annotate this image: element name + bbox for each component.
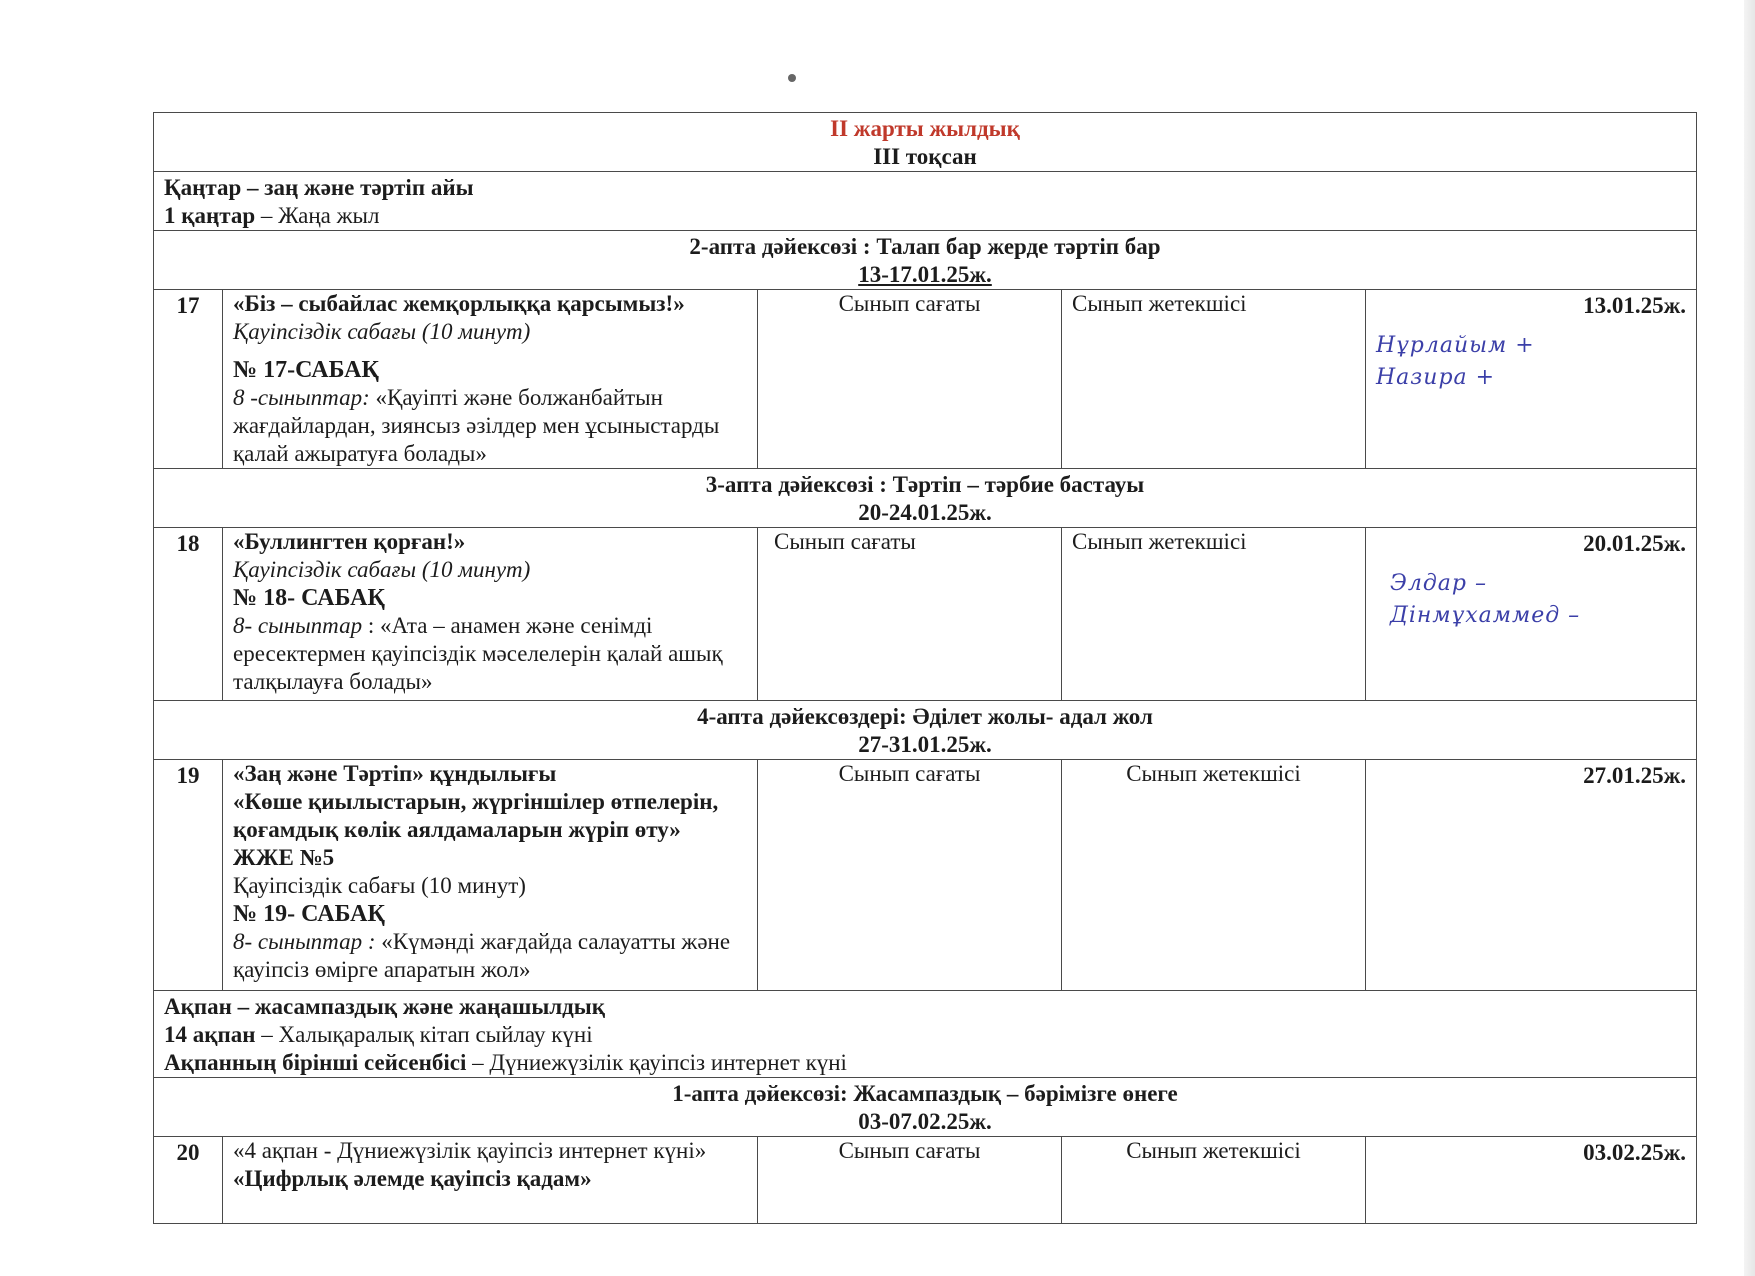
week-quote-cell bbox=[154, 701, 1697, 760]
lesson-number: № 17-САБАҚ bbox=[233, 357, 379, 383]
responsible: Сынып жетекшісі bbox=[1062, 1137, 1366, 1224]
week-row bbox=[154, 469, 1697, 528]
lesson-topic bbox=[233, 612, 747, 696]
row-number: 18 bbox=[154, 528, 223, 701]
handwritten-note bbox=[1376, 568, 1686, 632]
lesson-topic bbox=[233, 928, 747, 984]
lesson-number: № 18- САБАҚ bbox=[233, 585, 385, 611]
scan-edge bbox=[1744, 0, 1755, 1276]
lesson-topic bbox=[233, 384, 747, 468]
month-title: Қаңтар – заң және тәртіп айы bbox=[164, 175, 474, 200]
safety-lesson-label: Қауіпсіздік сабағы (10 минут) bbox=[233, 319, 531, 344]
date-cell bbox=[1366, 1137, 1697, 1224]
event-form: Сынып сағаты bbox=[758, 528, 1062, 701]
handwritten-note bbox=[1376, 330, 1686, 394]
event-description bbox=[223, 760, 758, 991]
month-row-february bbox=[154, 991, 1697, 1078]
event-description bbox=[223, 528, 758, 701]
grade-label: 8 -сыныптар: bbox=[233, 385, 370, 410]
topic-text: «Күмәнді жағдайда салауатты және қауіпсіз өмірге апаратын жол» bbox=[233, 929, 731, 982]
event-date: 13.01.25ж. bbox=[1583, 293, 1687, 318]
month-title: Ақпан – жасампаздық және жаңашылдық bbox=[164, 994, 606, 1019]
event-title: «Біз – сыбайлас жемқорлыққа қарсымыз!» bbox=[233, 291, 685, 316]
week-quote-cell bbox=[154, 469, 1697, 528]
responsible: Сынып жетекшісі bbox=[1062, 760, 1366, 991]
event-description bbox=[223, 290, 758, 469]
month-event bbox=[164, 1049, 1686, 1077]
table-row bbox=[154, 290, 1697, 469]
event-date: 14 ақпан bbox=[164, 1022, 256, 1047]
event-title: «4 ақпан - Дүниежүзілік қауіпсіз интернет күні» bbox=[233, 1138, 707, 1163]
topic-text: «Қауіпті және болжанбайтын жағдайлардан, зиянсыз әзілдер мен ұсыныстарды қалай ажыратуға болады» bbox=[233, 385, 720, 466]
event-name: – Халықаралық кітап сыйлау күні bbox=[255, 1022, 593, 1047]
topic-text: : «Ата – анамен және сенімді ересектермен қауіпсіздік мәселелерін қалай ашық талқылауға болады» bbox=[233, 613, 723, 694]
quarter-title: ІІІ тоқсан bbox=[873, 144, 977, 169]
week-quote-cell bbox=[154, 231, 1697, 290]
week-dates: 03-07.02.25ж. bbox=[858, 1109, 992, 1134]
half-year-title: ІІ жарты жылдық bbox=[830, 116, 1020, 141]
week-quote: 1-апта дәйексөзі: Жасампаздық – бәрімізге өнеге bbox=[672, 1081, 1178, 1106]
handwritten-line: Нұрлайым + bbox=[1376, 333, 1535, 358]
row-number: 19 bbox=[154, 760, 223, 991]
month-event bbox=[164, 1021, 1686, 1049]
date-cell bbox=[1366, 290, 1697, 469]
grade-label: 8- сыныптар bbox=[233, 613, 363, 638]
row-number: 17 bbox=[154, 290, 223, 469]
month-row-january bbox=[154, 172, 1697, 231]
event-title: «Буллингтен қорған!» bbox=[233, 529, 466, 554]
event-form: Сынып сағаты bbox=[758, 1137, 1062, 1224]
event-subtitle: «Цифрлық әлемде қауіпсіз қадам» bbox=[233, 1166, 592, 1191]
table-row bbox=[154, 1137, 1697, 1224]
semester-header-row bbox=[154, 113, 1697, 172]
plan-table bbox=[153, 112, 1697, 1224]
handwritten-line: Элдар – bbox=[1390, 571, 1487, 596]
week-dates: 27-31.01.25ж. bbox=[858, 732, 992, 757]
grade-label: 8- сыныптар : bbox=[233, 929, 376, 954]
event-description bbox=[223, 1137, 758, 1224]
week-row bbox=[154, 701, 1697, 760]
event-subtitle: «Көше қиылыстарын, жүргіншілер өтпелерін, қоғамдық көлік аялдамаларын жүріп өту» ЖЖЕ №5 bbox=[233, 789, 719, 870]
week-dates: 20-24.01.25ж. bbox=[858, 500, 992, 525]
event-name: – Дүниежүзілік қауіпсіз интернет күні bbox=[466, 1050, 847, 1075]
event-name: – Жаңа жыл bbox=[255, 203, 380, 228]
handwritten-line: Назира + bbox=[1376, 365, 1496, 390]
week-quote: 3-апта дәйексөзі : Тәртіп – тәрбие бастауы bbox=[705, 472, 1145, 497]
event-date: 20.01.25ж. bbox=[1583, 531, 1687, 556]
week-quote-cell bbox=[154, 1078, 1697, 1137]
scan-speck bbox=[788, 74, 796, 82]
month-event bbox=[164, 202, 1686, 230]
event-date: 03.02.25ж. bbox=[1583, 1140, 1687, 1165]
safety-lesson-label: Қауіпсіздік сабағы (10 минут) bbox=[233, 873, 526, 898]
month-february bbox=[154, 991, 1697, 1078]
safety-lesson-label: Қауіпсіздік сабағы (10 минут) bbox=[233, 557, 531, 582]
row-number: 20 bbox=[154, 1137, 223, 1224]
month-january bbox=[154, 172, 1697, 231]
table-row bbox=[154, 528, 1697, 701]
semester-header bbox=[154, 113, 1697, 172]
event-date: 27.01.25ж. bbox=[1583, 763, 1687, 788]
table-row bbox=[154, 760, 1697, 991]
event-form: Сынып сағаты bbox=[758, 760, 1062, 991]
week-quote: 2-апта дәйексөзі : Талап бар жерде тәртіп бар bbox=[689, 234, 1161, 259]
week-row bbox=[154, 1078, 1697, 1137]
event-date: Ақпанның бірінші сейсенбісі bbox=[164, 1050, 467, 1075]
week-dates: 13-17.01.25ж. bbox=[858, 262, 992, 287]
event-date: 1 қаңтар bbox=[164, 203, 256, 228]
event-title: «Заң және Тәртіп» құндылығы bbox=[233, 761, 557, 786]
week-row bbox=[154, 231, 1697, 290]
event-form: Сынып сағаты bbox=[758, 290, 1062, 469]
responsible: Сынып жетекшісі bbox=[1062, 528, 1366, 701]
handwritten-line: Дінмұхаммед – bbox=[1390, 603, 1581, 628]
date-cell bbox=[1366, 760, 1697, 991]
week-quote: 4-апта дәйексөздері: Әділет жолы- адал жол bbox=[697, 704, 1153, 729]
responsible: Сынып жетекшісі bbox=[1062, 290, 1366, 469]
date-cell bbox=[1366, 528, 1697, 701]
lesson-number: № 19- САБАҚ bbox=[233, 901, 385, 927]
